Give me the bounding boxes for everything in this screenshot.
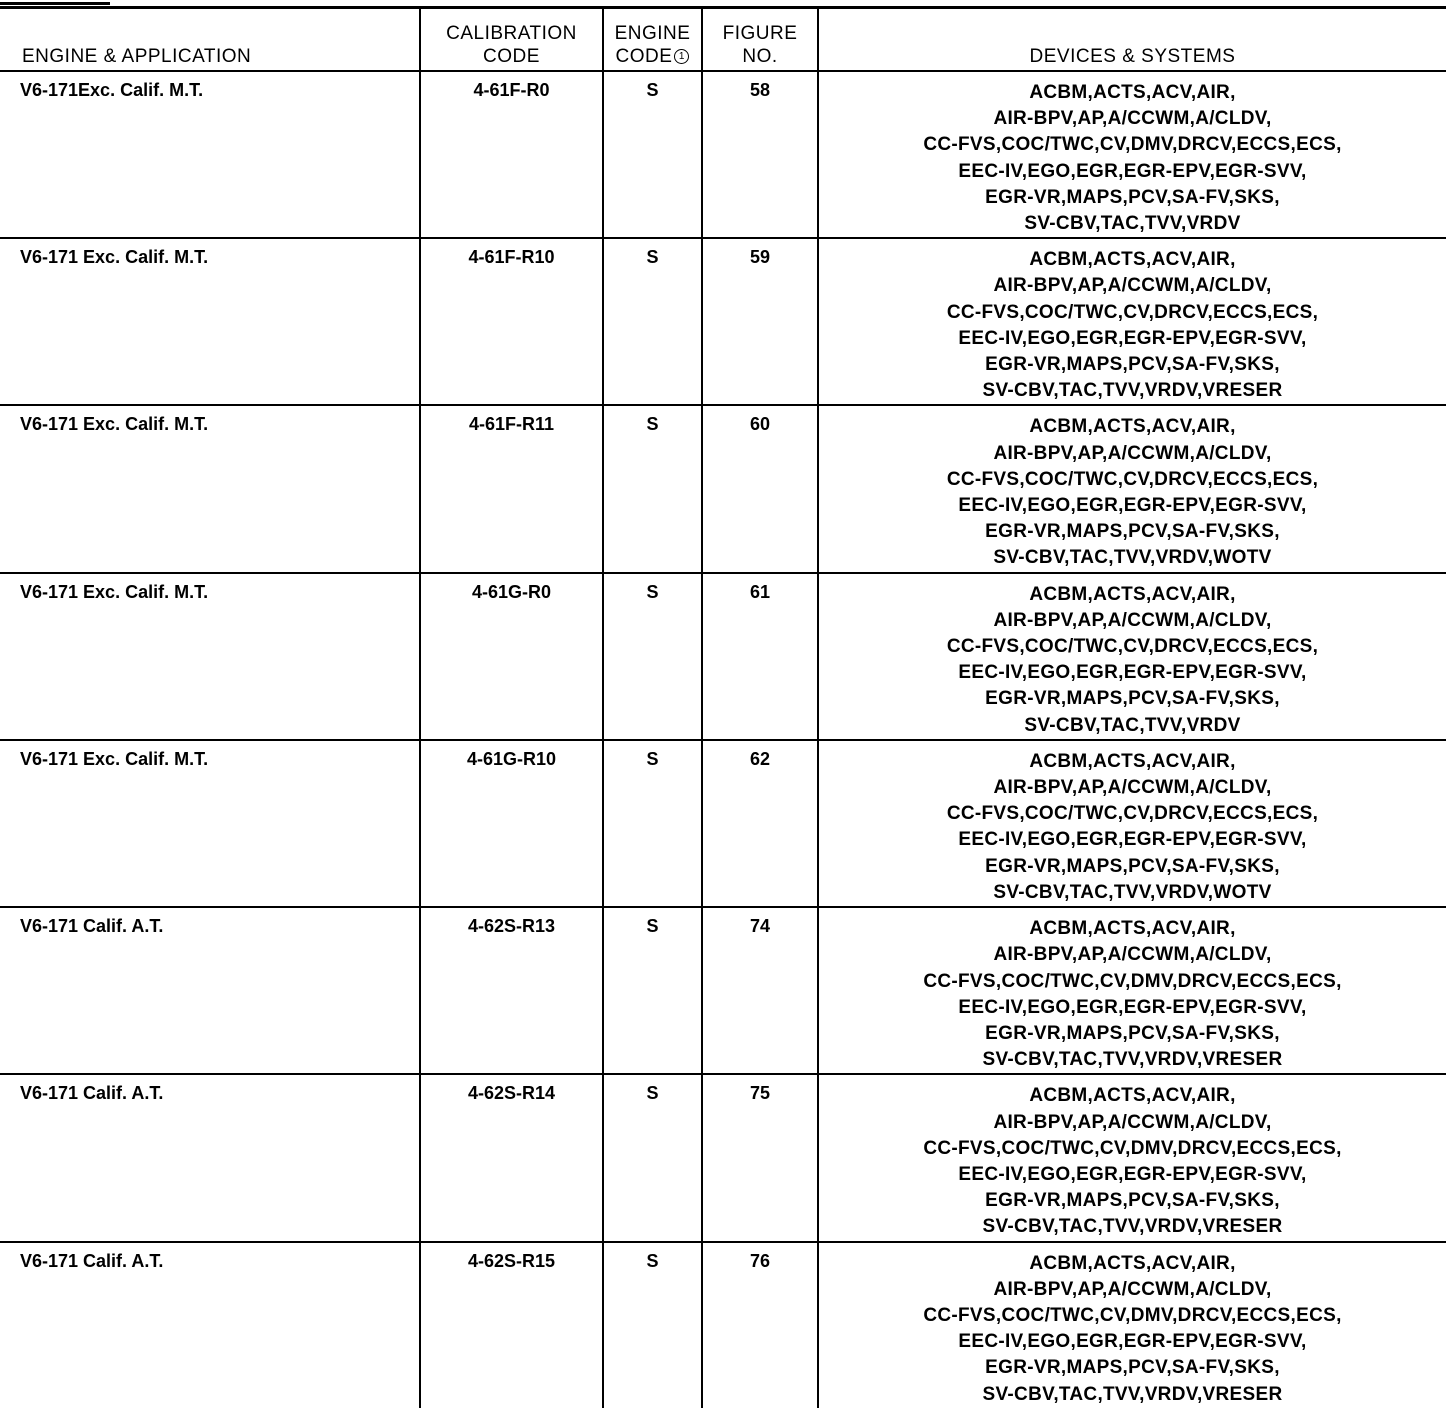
devices-line: CC-FVS,COC/TWC,CV,DMV,DRCV,ECCS,ECS, <box>923 1304 1342 1326</box>
devices-line: AIR-BPV,AP,A/CCWM,A/CLDV, <box>993 108 1272 130</box>
header-engine-line2: CODE <box>615 46 673 67</box>
devices-line: CC-FVS,COC/TWC,CV,DRCV,ECCS,ECS, <box>946 636 1319 658</box>
table-row <box>0 71 1446 238</box>
devices-systems-cell <box>818 573 1446 740</box>
engine-code-cell: S <box>603 573 702 740</box>
devices-line: ACBM,ACTS,ACV,AIR, <box>1029 1085 1236 1107</box>
devices-systems-cell <box>818 238 1446 405</box>
figure-no-cell: 74 <box>702 907 818 1074</box>
devices-line: AIR-BPV,AP,A/CCWM,A/CLDV, <box>993 1278 1272 1300</box>
engine-application-cell: V6-171 Exc. Calif. M.T. <box>0 405 420 572</box>
devices-line: SV-CBV,TAC,TVV,VRDV,VRESER <box>982 1216 1283 1238</box>
devices-line: EGR-VR,MAPS,PCV,SA-FV,SKS, <box>985 521 1280 543</box>
calibration-code-cell: 4-62S-R14 <box>420 1074 603 1241</box>
table-row <box>0 1242 1446 1408</box>
engine-application-cell: V6-171Exc. Calif. M.T. <box>0 71 420 238</box>
devices-line: AIR-BPV,AP,A/CCWM,A/CLDV, <box>993 777 1272 799</box>
figure-no-cell: 62 <box>702 740 818 907</box>
engine-code-cell: S <box>603 1242 702 1408</box>
top-rule-short <box>0 2 110 5</box>
devices-line: SV-CBV,TAC,TVV,VRDV,VRESER <box>982 1383 1283 1405</box>
figure-no-cell: 76 <box>702 1242 818 1408</box>
header-engine-line1: ENGINE <box>614 23 691 44</box>
devices-line: EGR-VR,MAPS,PCV,SA-FV,SKS, <box>985 354 1280 376</box>
devices-line: EGR-VR,MAPS,PCV,SA-FV,SKS, <box>985 1357 1280 1379</box>
header-figure-line1: FIGURE <box>722 23 798 44</box>
engine-code-cell: S <box>603 1074 702 1241</box>
devices-line: EEC-IV,EGO,EGR,EGR-EPV,EGR-SVV, <box>958 1163 1307 1185</box>
header-calibration-line1: CALIBRATION <box>446 23 577 44</box>
engine-application-cell: V6-171 Exc. Calif. M.T. <box>0 573 420 740</box>
devices-systems-cell <box>818 71 1446 238</box>
header-engine-application: ENGINE & APPLICATION <box>0 9 420 71</box>
devices-line: SV-CBV,TAC,TVV,VRDV <box>1024 213 1241 235</box>
devices-line: SV-CBV,TAC,TVV,VRDV,VRESER <box>982 380 1283 402</box>
devices-line: ACBM,ACTS,ACV,AIR, <box>1029 1252 1236 1274</box>
calibration-code-cell: 4-61G-R0 <box>420 573 603 740</box>
devices-line: AIR-BPV,AP,A/CCWM,A/CLDV, <box>993 1111 1272 1133</box>
calibration-code-cell: 4-61F-R11 <box>420 405 603 572</box>
devices-line: EEC-IV,EGO,EGR,EGR-EPV,EGR-SVV, <box>958 495 1307 517</box>
devices-line: SV-CBV,TAC,TVV,VRDV,VRESER <box>982 1049 1283 1071</box>
devices-systems-cell <box>818 907 1446 1074</box>
devices-line: EEC-IV,EGO,EGR,EGR-EPV,EGR-SVV, <box>958 327 1307 349</box>
header-figure-no <box>702 9 818 71</box>
devices-line: EEC-IV,EGO,EGR,EGR-EPV,EGR-SVV, <box>958 662 1307 684</box>
calibration-code-cell: 4-62S-R13 <box>420 907 603 1074</box>
devices-line: EGR-VR,MAPS,PCV,SA-FV,SKS, <box>985 186 1280 208</box>
devices-line: AIR-BPV,AP,A/CCWM,A/CLDV, <box>993 944 1272 966</box>
devices-line: EEC-IV,EGO,EGR,EGR-EPV,EGR-SVV, <box>958 1331 1307 1353</box>
devices-line: CC-FVS,COC/TWC,CV,DRCV,ECCS,ECS, <box>946 468 1319 490</box>
table-row <box>0 405 1446 572</box>
devices-line: ACBM,ACTS,ACV,AIR, <box>1029 918 1236 940</box>
devices-line: ACBM,ACTS,ACV,AIR, <box>1029 583 1236 605</box>
figure-no-cell: 61 <box>702 573 818 740</box>
header-figure-line2: NO. <box>742 46 778 67</box>
table-row <box>0 740 1446 907</box>
devices-systems-cell <box>818 740 1446 907</box>
calibration-table <box>0 9 1446 1408</box>
header-calibration-line2: CODE <box>483 46 540 67</box>
devices-line: AIR-BPV,AP,A/CCWM,A/CLDV, <box>993 275 1272 297</box>
devices-line: EGR-VR,MAPS,PCV,SA-FV,SKS, <box>985 688 1280 710</box>
calibration-code-cell: 4-62S-R15 <box>420 1242 603 1408</box>
devices-line: CC-FVS,COC/TWC,CV,DMV,DRCV,ECCS,ECS, <box>923 134 1342 156</box>
devices-line: AIR-BPV,AP,A/CCWM,A/CLDV, <box>993 609 1272 631</box>
table-row <box>0 573 1446 740</box>
devices-line: ACBM,ACTS,ACV,AIR, <box>1029 249 1236 271</box>
header-devices-systems: DEVICES & SYSTEMS <box>818 9 1446 71</box>
engine-application-cell: V6-171 Calif. A.T. <box>0 1074 420 1241</box>
header-calibration-code <box>420 9 603 71</box>
devices-line: CC-FVS,COC/TWC,CV,DMV,DRCV,ECCS,ECS, <box>923 970 1342 992</box>
devices-line: CC-FVS,COC/TWC,CV,DRCV,ECCS,ECS, <box>946 803 1319 825</box>
figure-no-cell: 58 <box>702 71 818 238</box>
table-row <box>0 907 1446 1074</box>
engine-code-cell: S <box>603 405 702 572</box>
devices-systems-cell <box>818 405 1446 572</box>
devices-line: EEC-IV,EGO,EGR,EGR-EPV,EGR-SVV, <box>958 160 1307 182</box>
devices-line: SV-CBV,TAC,TVV,VRDV <box>1024 714 1241 736</box>
engine-code-cell: S <box>603 907 702 1074</box>
devices-line: ACBM,ACTS,ACV,AIR, <box>1029 750 1236 772</box>
devices-line: CC-FVS,COC/TWC,CV,DRCV,ECCS,ECS, <box>946 301 1319 323</box>
footnote-1-icon: 1 <box>674 49 689 64</box>
calibration-code-cell: 4-61G-R10 <box>420 740 603 907</box>
devices-line: EGR-VR,MAPS,PCV,SA-FV,SKS, <box>985 1190 1280 1212</box>
engine-application-cell: V6-171 Exc. Calif. M.T. <box>0 238 420 405</box>
devices-line: ACBM,ACTS,ACV,AIR, <box>1029 82 1236 103</box>
devices-line: EEC-IV,EGO,EGR,EGR-EPV,EGR-SVV, <box>958 829 1307 851</box>
table-row <box>0 238 1446 405</box>
devices-systems-cell <box>818 1242 1446 1408</box>
figure-no-cell: 59 <box>702 238 818 405</box>
figure-no-cell: 75 <box>702 1074 818 1241</box>
devices-line: ACBM,ACTS,ACV,AIR, <box>1029 416 1236 438</box>
header-engine-code <box>603 9 702 71</box>
engine-code-cell: S <box>603 71 702 238</box>
devices-line: SV-CBV,TAC,TVV,VRDV,WOTV <box>993 547 1272 569</box>
devices-line: SV-CBV,TAC,TVV,VRDV,WOTV <box>993 881 1272 903</box>
engine-code-cell: S <box>603 740 702 907</box>
calibration-code-cell: 4-61F-R10 <box>420 238 603 405</box>
engine-application-cell: V6-171 Calif. A.T. <box>0 907 420 1074</box>
devices-line: AIR-BPV,AP,A/CCWM,A/CLDV, <box>993 442 1272 464</box>
engine-application-cell: V6-171 Exc. Calif. M.T. <box>0 740 420 907</box>
table-row <box>0 1074 1446 1241</box>
figure-no-cell: 60 <box>702 405 818 572</box>
devices-systems-cell <box>818 1074 1446 1241</box>
devices-line: EGR-VR,MAPS,PCV,SA-FV,SKS, <box>985 1022 1280 1044</box>
engine-code-cell: S <box>603 238 702 405</box>
devices-line: EEC-IV,EGO,EGR,EGR-EPV,EGR-SVV, <box>958 996 1307 1018</box>
engine-application-cell: V6-171 Calif. A.T. <box>20 1250 164 1271</box>
calibration-code-cell: 4-61F-R0 <box>420 71 603 238</box>
devices-line: CC-FVS,COC/TWC,CV,DMV,DRCV,ECCS,ECS, <box>923 1137 1342 1159</box>
devices-line: EGR-VR,MAPS,PCV,SA-FV,SKS, <box>985 855 1280 877</box>
header-row <box>0 9 1446 71</box>
